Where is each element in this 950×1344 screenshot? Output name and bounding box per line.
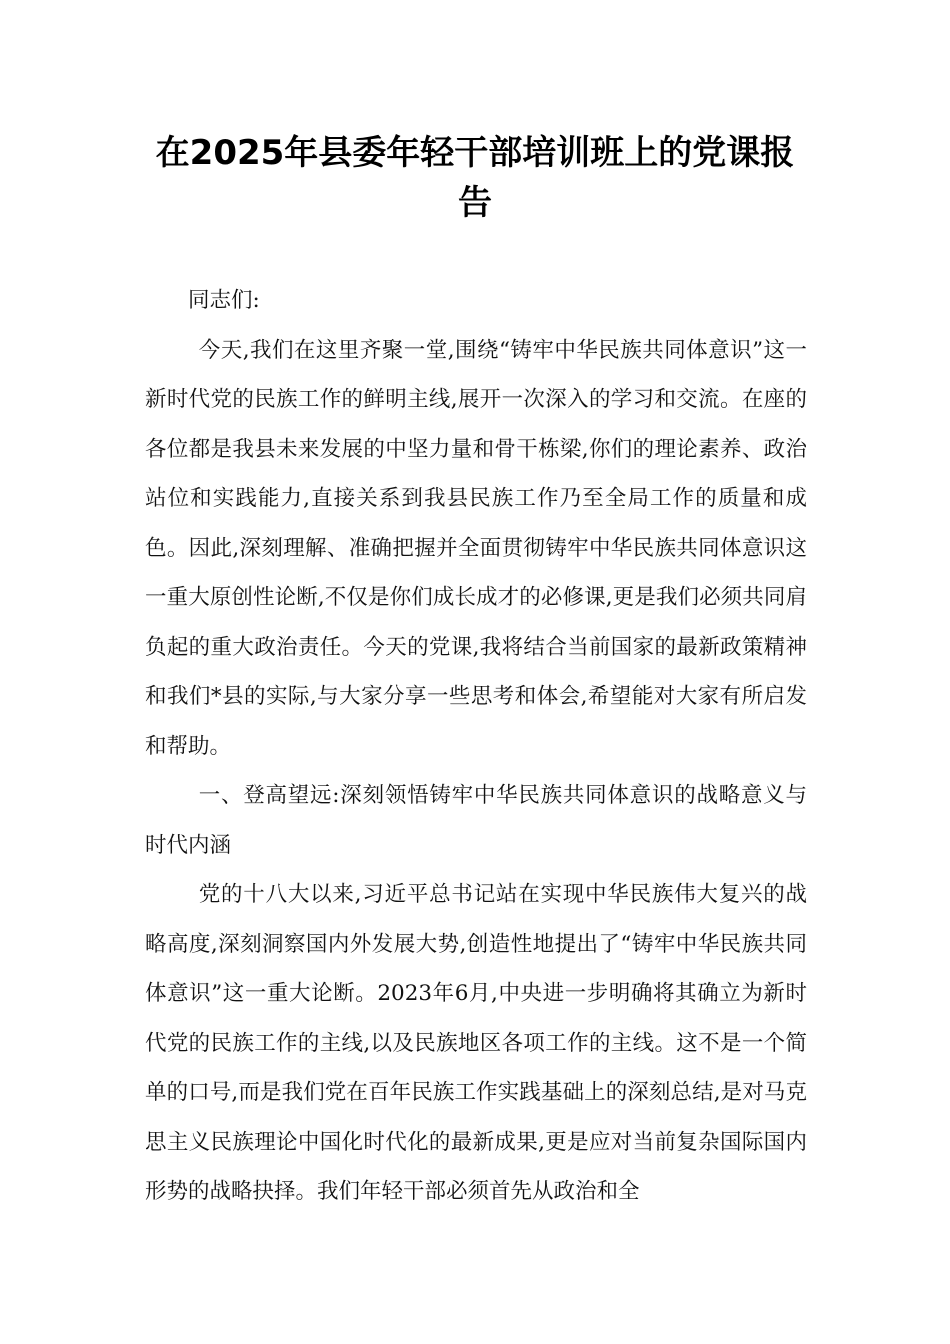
paragraph-intro: 今天,我们在这里齐聚一堂,围绕“铸牢中华民族共同体意识”这一新时代党的民族工作的鲜明主线,展开一次深入的学习和交流。在座的各位都是我县未来发展的中坚力量和骨干栋梁,你们的理论素养、政治站位和实践能力,直接关系到我县民族工作乃至全局工作的质量和成色。因此,深刻理解、准确把握并全面贯彻铸牢中华民族共同体意识这一重大原创性论断,不仅是你们成长成才的必修课,更是我们必须共同肩负起的重大政治责任。今天的党课,我将结合当前国家的最新政策精神和我们*县的实际,与大家分享一些思考和体会,希望能对大家有所启发和帮助。 [145, 337, 807, 759]
section-heading-1: 一、登高望远:深刻领悟铸牢中华民族共同体意识的战略意义与时代内涵 [145, 783, 807, 858]
salutation: 同志们: [188, 288, 260, 313]
paragraph-section-1: 党的十八大以来,习近平总书记站在实现中华民族伟大复兴的战略高度,深刻洞察国内外发展大势,创造性地提出了“铸牢中华民族共同体意识”这一重大论断。2023年6月,中央进一步明确将其确立为新时代党的民族工作的主线,以及民族地区各项工作的主线。这不是一个简单的口号,而是我们党在百年民族工作实践基础上的深刻总结,是对马克思主义民族理论中国化时代化的最新成果,更是应对当前复杂国际国内形势的战略抉择。我们年轻干部必须首先从政治和全 [145, 882, 807, 1204]
document-title: 在2025年县委年轻干部培训班上的党课报告 [155, 133, 795, 223]
document-body [145, 276, 807, 1217]
